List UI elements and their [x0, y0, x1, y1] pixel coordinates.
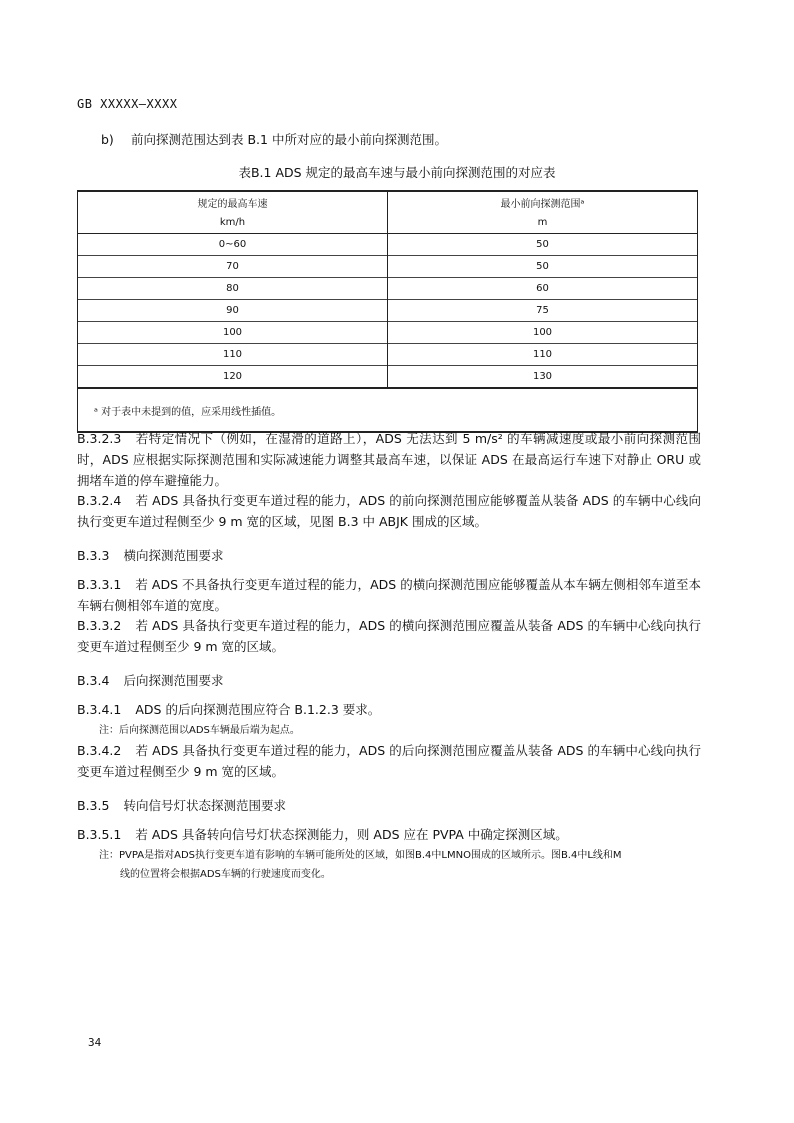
clause-b341: [77, 699, 701, 720]
section-number: B.3.5: [77, 798, 110, 813]
cell-range: 110: [388, 344, 698, 366]
column-header-range: 最小前向探测范围ᵃ: [388, 191, 698, 212]
clause-b332: [77, 615, 701, 657]
table-row: [78, 256, 698, 278]
document-code-header: GB XXXXX—XXXX: [77, 97, 178, 111]
clause-number: B.3.2.4: [77, 493, 122, 508]
clause-b351: [77, 824, 701, 845]
clause-text: 若 ADS 具备执行变更车道过程的能力，ADS 的横向探测范围应覆盖从装备 ADS 的车辆中心线向执行变更车道过程侧至少 9 m 宽的区域。: [77, 618, 701, 654]
note-b351-line2: 线的位置将会根据ADS车辆的行驶速度而变化。: [120, 869, 331, 880]
cell-speed: 110: [78, 344, 388, 366]
cell-range: 75: [388, 300, 698, 322]
table-row: [78, 234, 698, 256]
clause-text: 若 ADS 不具备执行变更车道过程的能力，ADS 的横向探测范围应能够覆盖从本车辆左侧相邻车道至本车辆右侧相邻车道的宽度。: [77, 577, 701, 613]
table-row: [78, 300, 698, 322]
section-heading-b35: [77, 796, 286, 814]
clause-b323: [77, 428, 701, 491]
section-number: B.3.3: [77, 548, 110, 563]
table-row: [78, 366, 698, 389]
clause-text: ADS 的后向探测范围应符合 B.1.2.3 要求。: [135, 702, 381, 717]
cell-speed: 0~60: [78, 234, 388, 256]
clause-text: 若 ADS 具备转向信号灯状态探测能力，则 ADS 应在 PVPA 中确定探测区域。: [135, 827, 568, 842]
table-row: [78, 344, 698, 366]
note-b351-line1: 注：PVPA是指对ADS执行变更车道有影响的车辆可能所处的区域，如图B.4中LMNO围成的区域所示。图B.4中L线和M: [99, 850, 622, 861]
table-row: [78, 322, 698, 344]
cell-range: 50: [388, 256, 698, 278]
cell-range: 50: [388, 234, 698, 256]
list-marker: b): [101, 132, 114, 147]
clause-number: B.3.5.1: [77, 827, 122, 842]
table-row: [78, 278, 698, 300]
clause-text: 若 ADS 具备执行变更车道过程的能力，ADS 的前向探测范围应能够覆盖从装备 ADS 的车辆中心线向执行变更车道过程侧至少 9 m 宽的区域，见图 B.3 中 ABJK 围成的区域。: [77, 493, 701, 529]
clause-number: B.3.2.3: [77, 431, 122, 446]
cell-speed: 120: [78, 366, 388, 389]
table-caption: 表B.1 ADS 规定的最高车速与最小前向探测范围的对应表: [238, 165, 556, 180]
cell-speed: 80: [78, 278, 388, 300]
clause-b324: [77, 490, 701, 532]
cell-speed: 100: [78, 322, 388, 344]
column-unit-speed: km/h: [78, 212, 388, 234]
clause-number: B.3.4.2: [77, 743, 122, 758]
column-unit-range: m: [388, 212, 698, 234]
column-header-speed: 规定的最高车速: [78, 191, 388, 212]
section-title: 后向探测范围要求: [123, 673, 224, 688]
cell-speed: 90: [78, 300, 388, 322]
section-title: 转向信号灯状态探测范围要求: [123, 798, 286, 813]
clause-number: B.3.3.2: [77, 618, 122, 633]
note-b341: 注：后向探测范围以ADS车辆最后端为起点。: [99, 725, 300, 736]
list-item-text: 前向探测范围达到表 B.1 中所对应的最小前向探测范围。: [131, 132, 447, 147]
clause-text: 若 ADS 具备执行变更车道过程的能力，ADS 的后向探测范围应覆盖从装备 ADS 的车辆中心线向执行变更车道过程侧至少 9 m 宽的区域。: [77, 743, 701, 779]
speed-range-table: [77, 190, 698, 433]
section-heading-b33: [77, 546, 223, 564]
table-footnote: ᵃ 对于表中未提到的值，应采用线性插值。: [78, 388, 698, 432]
page-number: 34: [88, 1036, 102, 1049]
cell-speed: 70: [78, 256, 388, 278]
clause-number: B.3.4.1: [77, 702, 122, 717]
clause-number: B.3.3.1: [77, 577, 122, 592]
clause-b331: [77, 574, 701, 616]
cell-range: 130: [388, 366, 698, 389]
section-heading-b34: [77, 671, 223, 689]
clause-text: 若特定情况下（例如，在湿滑的道路上），ADS 无法达到 5 m/s² 的车辆减速度或最小前向探测范围时，ADS 应根据实际探测范围和实际减速能力调整其最高车速，以保证 ADS 在最高运行车速下对静止 ORU 或拥堵车道的停车避撞能力。: [77, 431, 701, 488]
list-item-b: [101, 130, 447, 148]
section-number: B.3.4: [77, 673, 110, 688]
cell-range: 60: [388, 278, 698, 300]
clause-b342: [77, 740, 701, 782]
section-title: 横向探测范围要求: [123, 548, 224, 563]
cell-range: 100: [388, 322, 698, 344]
